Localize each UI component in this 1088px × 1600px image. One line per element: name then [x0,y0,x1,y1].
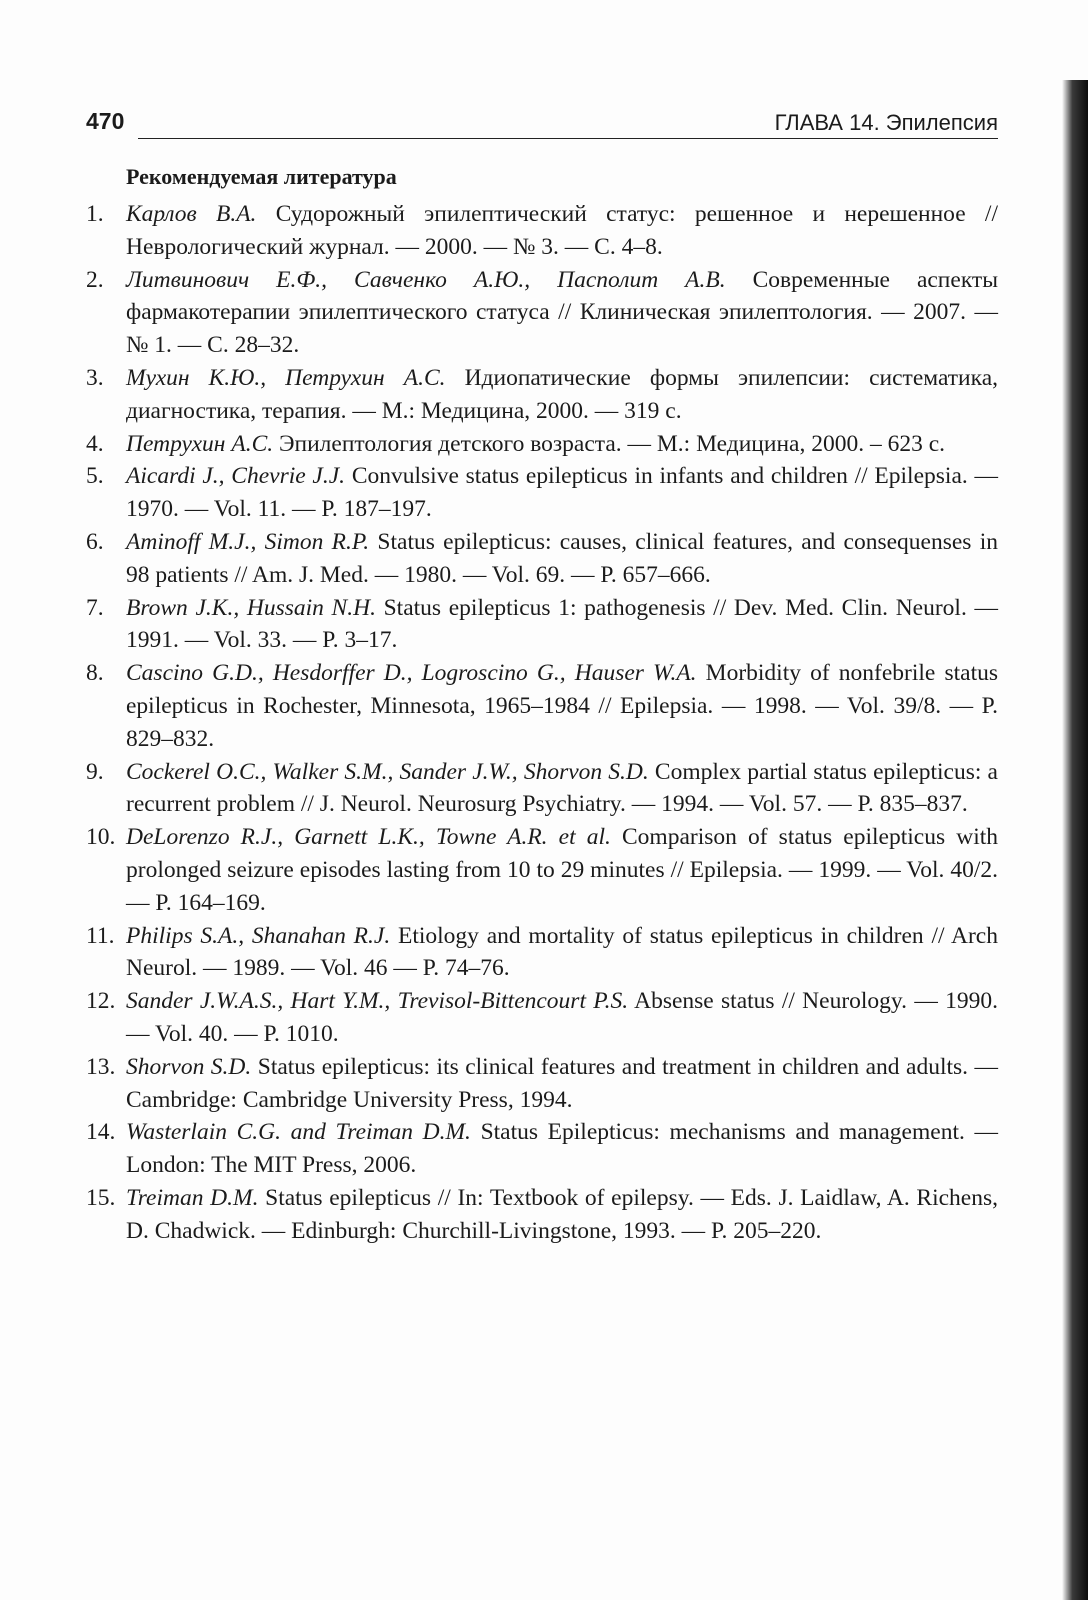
scanned-page-edge [1062,80,1088,1600]
reference-authors: Aicardi J., Chevrie J.J. [126,463,346,490]
reference-number: 4. [86,430,104,457]
reference-item [86,264,998,362]
reference-text: Complex partial status epilepticus: a recurrent problem // J. Neurol. Neurosurg Psychiatry. — 1994. — Vol. 57. — P. 835–837. [126,758,998,818]
reference-item [86,592,998,658]
running-head: ГЛАВА 14. Эпилепсия [774,110,998,135]
reference-item [86,1051,998,1117]
reference-item [86,362,998,428]
page-number: 470 [86,108,125,134]
reference-item [86,198,998,264]
reference-text: Судорожный эпилептический статус: решенное и нерешенное // Неврологический журнал. — 2000. — № 3. — С. 4–8. [126,201,998,260]
reference-text: Status epilepticus: its clinical features and treatment in children and adults. — Cambridge: Cambridge University Press, 1994. [126,1053,999,1113]
reference-authors: Cascino G.D., Hesdorffer D., Logroscino G., Hauser W.A. [126,660,697,687]
reference-text: Status epilepticus // In: Textbook of epilepsy. — Eds. J. Laidlaw, A. Richens, D. Chadwick. — Edinburgh: Churchill-Livingstone, 1993. — P. 205–220. [126,1184,998,1244]
reference-text: Status epilepticus 1: pathogenesis // Dev. Med. Clin. Neurol. — 1991. — Vol. 33. — P. 3–17. [126,594,998,654]
reference-text: Morbidity of nonfebrile status epilepticus in Rochester, Minnesota, 1965–1984 // Epilepsia. — 1998. — Vol. 39/8. — P. 829–832. [126,660,998,752]
reference-number: 5. [86,463,104,490]
references-section [86,160,998,1248]
reference-number: 12. [86,988,116,1015]
reference-authors: DeLorenzo R.J., Garnett L.K., Towne A.R. et al. [126,824,611,851]
reference-number: 13. [86,1053,116,1080]
reference-item [86,920,998,986]
reference-item [86,526,998,592]
reference-list [86,198,998,1248]
reference-authors: Литвинович Е.Ф., Савченко А.Ю., Пасполит А.В. [126,266,726,293]
page-header [86,104,998,138]
reference-authors: Wasterlain C.G. and Treiman D.M. [126,1119,471,1146]
reference-authors: Петрухин А.С. [126,430,274,457]
reference-authors: Мухин К.Ю., Петрухин А.С. [126,364,446,391]
reference-number: 3. [86,364,104,391]
reference-text: Status Epilepticus: mechanisms and management. — London: The MIT Press, 2006. [126,1119,998,1179]
reference-item [86,821,998,919]
reference-text: Absense status // Neurology. — 1990. — Vol. 40. — P. 1010. [126,988,998,1047]
reference-number: 6. [86,528,104,555]
reference-authors: Brown J.K., Hussain N.H. [126,594,376,621]
reference-text: Comparison of status epilepticus with prolonged seizure episodes lasting from 10 to 29 minutes // Epilepsia. — 1999. — Vol. 40/2. — P. 164–169. [126,824,999,916]
reference-item [86,657,998,755]
reference-number: 9. [86,758,104,785]
reference-number: 1. [86,201,104,227]
reference-authors: Treiman D.M. [126,1184,259,1211]
section-heading: Рекомендуемая литература [126,164,397,189]
reference-item [86,1116,998,1182]
reference-item [86,460,998,526]
reference-number: 2. [86,266,104,293]
reference-authors: Aminoff M.J., Simon R.P. [126,528,370,555]
reference-text: Etiology and mortality of status epilepticus in children // Arch Neurol. — 1989. — Vol. 46 — P. 74–76. [126,922,998,982]
reference-text: Эпилептология детского возраста. — М.: Медицина, 2000. – 623 с. [273,430,946,457]
reference-text: Convulsive status epilepticus in infants and children // Epilepsia. — 1970. — Vol. 11. — P. 187–197. [126,463,998,523]
reference-text: Современные аспекты фармакотерапии эпилептического статуса // Клиническая эпилептология. — 2007. — № 1. — С. 28–32. [126,266,998,359]
reference-text: Идиопатические формы эпилепсии: систематика, диагностика, терапия. — М.: Медицина, 2000. — 319 с. [126,364,998,424]
reference-authors: Cockerel O.C., Walker S.M., Sander J.W., Shorvon S.D. [126,758,649,785]
reference-number: 14. [86,1119,116,1146]
reference-number: 8. [86,660,104,687]
header-rule [138,138,998,139]
reference-authors: Карлов В.А. [126,201,257,227]
reference-text: Status epilepticus: causes, clinical features, and consequenses in 98 patients // Am. J. Med. — 1980. — Vol. 69. — P. 657–666. [126,528,998,588]
reference-item [86,428,998,461]
reference-number: 15. [86,1184,116,1211]
reference-number: 11. [86,922,115,949]
reference-authors: Shorvon S.D. [126,1053,252,1080]
reference-item [86,756,998,822]
reference-authors: Philips S.A., Shanahan R.J. [126,922,391,949]
reference-item [86,985,998,1051]
reference-number: 7. [86,594,104,621]
reference-number: 10. [86,824,116,851]
reference-item [86,1182,998,1248]
reference-authors: Sander J.W.A.S., Hart Y.M., Trevisol-Bittencourt P.S. [126,988,629,1015]
